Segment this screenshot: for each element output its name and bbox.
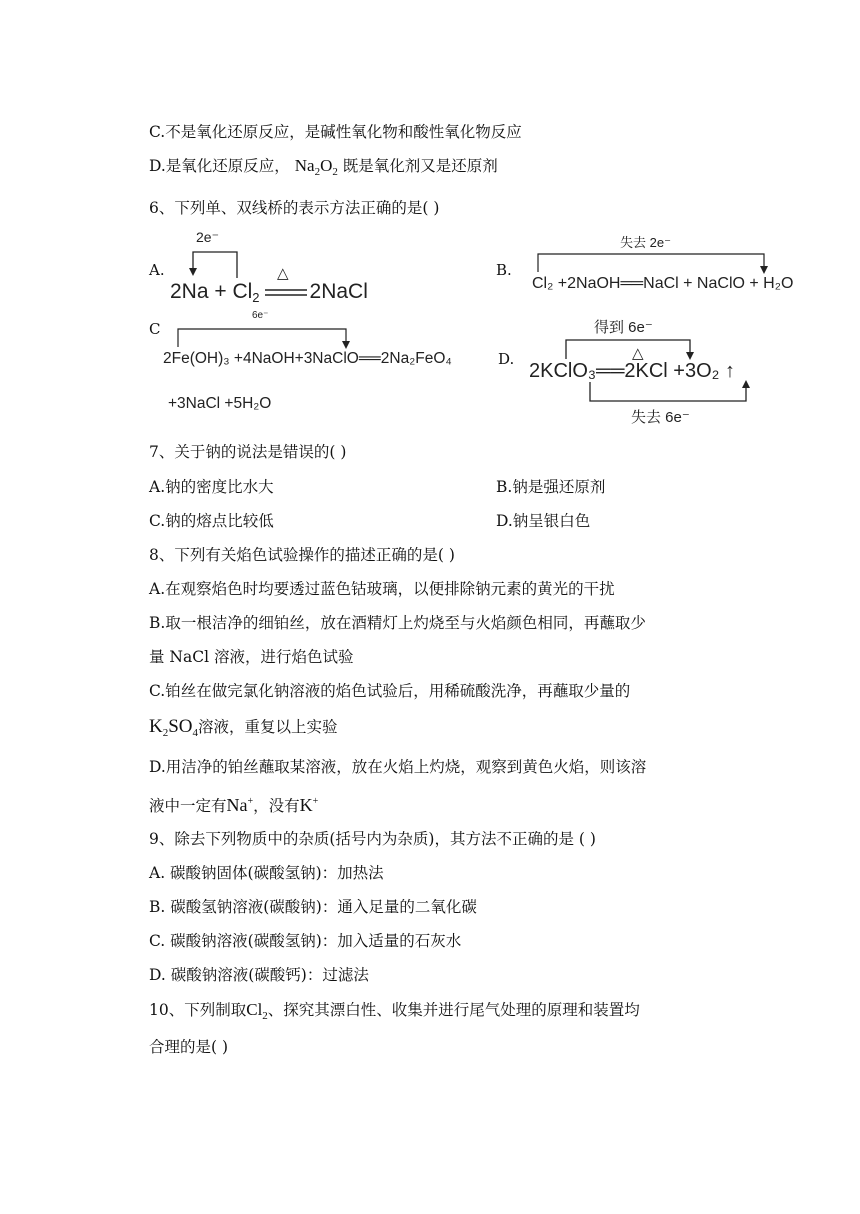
q6-c-equation-line1: 2Fe(OH)₃ +4NaOH+3NaClO══2Na₂FeO₄: [163, 350, 452, 367]
q8-k2so4-formula: $K_2SO_4$: [149, 716, 199, 739]
q6-b-equation: Cl₂ +2NaOH══NaCl + NaClO + H₂O: [532, 275, 794, 292]
q6-b-label: B.: [496, 261, 512, 279]
q6-a-equation: $2Na + Cl_2$ 2NaCl: [170, 280, 368, 305]
q6-d-equation: 2KClO₃══2KCl +3O₂ ↑: [529, 360, 735, 382]
q8-option-c-line1: C.铂丝在做完氯化钠溶液的焰色试验后，用稀硫酸洗净，再蘸取少量的: [149, 682, 631, 700]
q6-a-bridge-arrow: [186, 250, 246, 280]
q6-d-lose-arrow: [588, 380, 754, 404]
q6-a-electron-label: 2e⁻: [196, 229, 219, 245]
q10-stem-line2: 合理的是( ): [149, 1038, 229, 1056]
q6-c-equation-line2: +3NaCl +5H₂O: [168, 395, 272, 412]
q8-option-b-line2: 量 NaCl 溶液，进行焰色试验: [149, 648, 354, 666]
q5-option-d: [149, 155, 498, 183]
q6-b-electron-label: 失去 2e⁻: [620, 235, 671, 250]
q6-a-label: A.: [149, 261, 165, 279]
q7-stem: 7、关于钠的说法是错误的( ): [149, 443, 347, 461]
q9-option-b: B. 碳酸氢钠溶液(碳酸钠)：通入足量的二氧化碳: [149, 898, 477, 916]
q8-option-d-line2: 液中一定有Na+，没有K+: [149, 795, 319, 815]
q6-stem: 6、下列单、双线桥的表示方法正确的是( ): [149, 199, 440, 217]
q6-b-bridge-arrow: [536, 252, 770, 276]
q5-option-c: C.不是氧化还原反应，是碱性氧化物和酸性氧化物反应: [149, 123, 522, 141]
q5-option-d-prefix: D.是氧化还原反应，: [149, 157, 290, 175]
q8-stem: 8、下列有关焰色试验操作的描述正确的是( ): [149, 546, 455, 564]
q6-a-heat-triangle: △: [277, 265, 289, 282]
q8-option-d-line1: D.用洁净的铂丝蘸取某溶液，放在火焰上灼烧，观察到黄色火焰，则该溶: [149, 758, 647, 776]
q6-d-heat-triangle: △: [632, 345, 644, 362]
q6-c-label: C: [149, 320, 161, 338]
q9-option-d: D. 碳酸钠溶液(碳酸钙)：过滤法: [149, 966, 369, 984]
q6-c-bridge-line: [176, 327, 352, 351]
q5-option-d-suffix: 既是氧化剂又是还原剂: [342, 157, 498, 175]
q8-option-c-line2: $K_2SO_4$溶液，重复以上实验: [149, 716, 338, 739]
q10-stem-line1: 10、下列制取$Cl_2$、探究其漂白性、收集并进行尾气处理的原理和装置均: [149, 1000, 640, 1022]
q5-na2o2-formula: $Na_2O_2$: [294, 156, 338, 178]
q9-option-a: A. 碳酸钠固体(碳酸氢钠)：加热法: [149, 864, 384, 882]
q6-a-small-note: 6e⁻: [252, 310, 269, 321]
q7-option-b: B.钠是强还原剂: [496, 478, 606, 496]
q7-option-c: C.钠的熔点比较低: [149, 512, 274, 530]
q6-d-lose-label: 失去 6e⁻: [631, 409, 690, 426]
q8-na-ion: Na+: [226, 795, 254, 815]
q9-stem: 9、除去下列物质中的杂质(括号内为杂质)，其方法不正确的是 ( ): [149, 830, 596, 848]
q7-option-d: D.钠呈银白色: [496, 512, 591, 530]
q8-option-b-line1: B.取一根洁净的细铂丝，放在酒精灯上灼烧至与火焰颜色相同，再蘸取少: [149, 614, 646, 632]
q8-option-a: A.在观察焰色时均要透过蓝色钴玻璃，以便排除钠元素的黄光的干扰: [149, 580, 615, 598]
q9-option-c: C. 碳酸钠溶液(碳酸氢钠)：加入适量的石灰水: [149, 932, 462, 950]
q7-option-a: A.钠的密度比水大: [149, 478, 274, 496]
q6-a-equals-sign: [265, 288, 309, 298]
q10-cl2-formula: $Cl_2$: [246, 1000, 268, 1022]
q8-k-ion: K+: [299, 795, 319, 815]
q6-d-gain-label: 得到 6e⁻: [594, 319, 653, 336]
q6-d-label: D.: [498, 350, 515, 368]
